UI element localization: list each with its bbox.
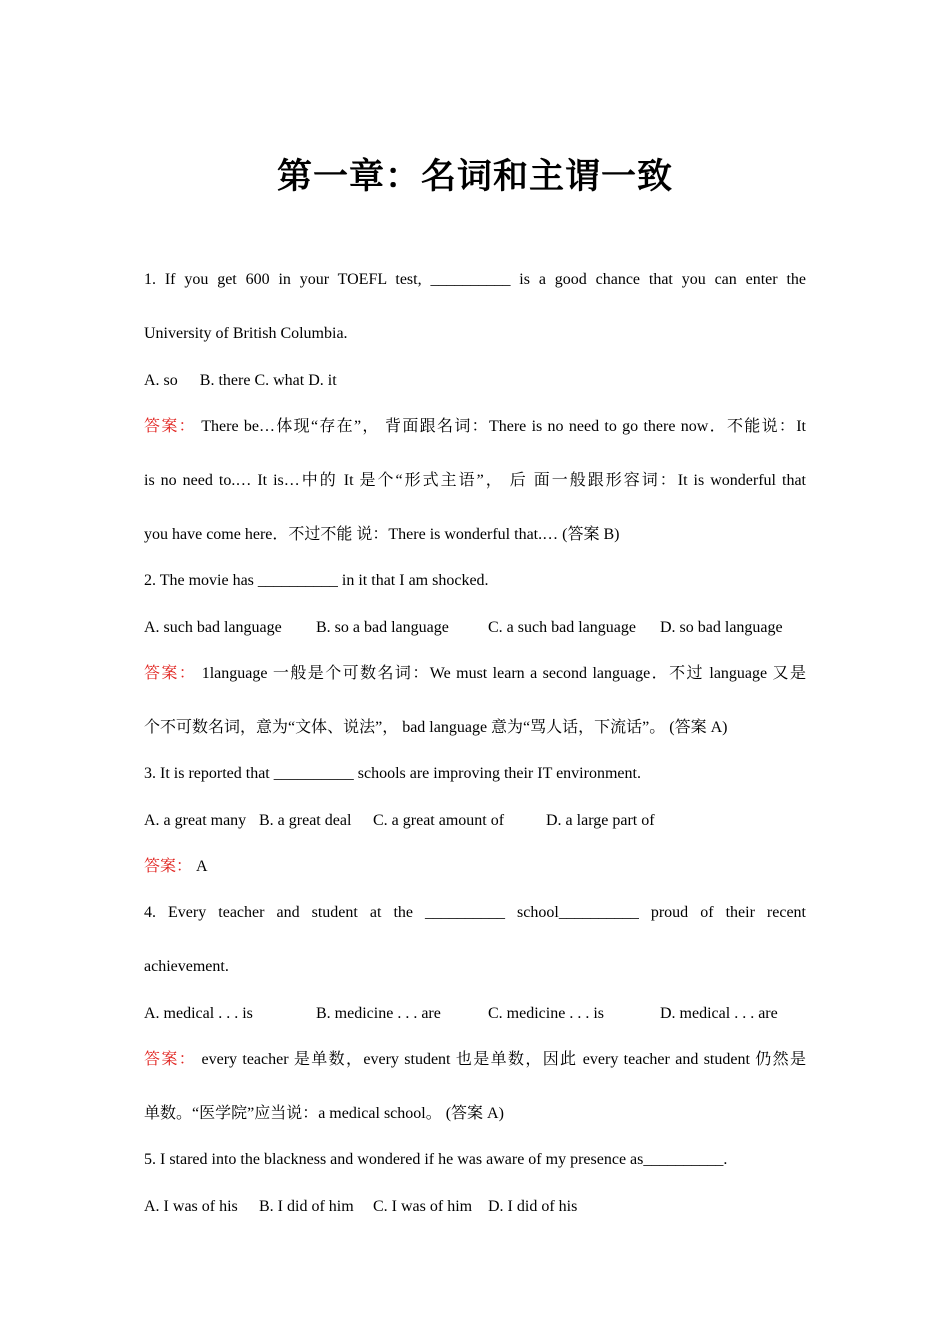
- question-4-option-a: A. medical . . . is: [144, 1005, 253, 1022]
- question-1-answer-text-1: There be…体现“存在”， 背面跟名词：There is no need to go there now．不能说：It: [201, 418, 806, 435]
- question-2-option-c: C. a such bad language: [488, 619, 636, 636]
- question-1-text-line-1: 1. If you get 600 in your TOEFL test, __________ is a good chance that you can enter the: [144, 271, 806, 288]
- question-1-options: [144, 370, 806, 392]
- page-title: 第一章：名词和主谓一致: [276, 157, 673, 196]
- question-1-option-b: B. there: [199, 372, 251, 389]
- question-1-option-d: D. it: [308, 372, 337, 389]
- question-2-option-a: A. such bad language: [144, 619, 282, 636]
- question-2-option-b: B. so a bad language: [316, 619, 449, 636]
- question-3-text-line-1: 3. It is reported that __________ schools are improving their IT environment.: [144, 765, 641, 782]
- question-5-option-c: C. I was of him: [373, 1198, 473, 1215]
- question-4-answer-text-1: every teacher 是单数，every student 也是单数，因此 every teacher and student 仍然是: [201, 1051, 807, 1068]
- question-2-answer-line-1: [144, 663, 806, 685]
- question-3-answer-text-1: A: [196, 858, 208, 875]
- answer-label: 答案：: [144, 858, 193, 875]
- question-1-text-line-2: University of British Columbia.: [144, 325, 348, 342]
- question-1-option-a: A. so: [144, 372, 178, 389]
- question-5-option-b: B. I did of him: [259, 1198, 354, 1215]
- question-5-option-a: A. I was of his: [144, 1198, 238, 1215]
- question-5-option-d: D. I did of his: [488, 1198, 578, 1215]
- question-4-text-line-2: achievement.: [144, 958, 229, 975]
- question-4-text-line-1: 4. Every teacher and student at the __________ school__________ proud of their recent: [144, 904, 806, 921]
- question-1-option-c: C. what: [254, 372, 305, 389]
- answer-label: 答案：: [144, 1051, 197, 1068]
- question-4-option-c: C. medicine . . . is: [488, 1005, 604, 1022]
- question-3-answer-line-1: [144, 856, 806, 878]
- answer-label: 答案：: [144, 665, 197, 682]
- question-3-option-c: C. a great amount of: [373, 812, 505, 829]
- question-2-text-line-1: 2. The movie has __________ in it that I am shocked.: [144, 572, 489, 589]
- question-4-answer-line-2: 单数。“医学院”应当说：a medical school。 (答案 A): [144, 1105, 504, 1122]
- question-3-option-b: B. a great deal: [259, 812, 352, 829]
- question-2-option-d: D. so bad language: [660, 619, 783, 636]
- question-2-answer-line-2: 个不可数名词，意为“文体、说法”， bad language 意为“骂人话，下流话”。 (答案 A): [144, 719, 728, 736]
- question-5-text-line-1: 5. I stared into the blackness and wondered if he was aware of my presence as__________.: [144, 1151, 728, 1168]
- question-1-answer-line-1: [144, 416, 806, 438]
- question-4-option-b: B. medicine . . . are: [316, 1005, 441, 1022]
- question-3-option-a: A. a great many: [144, 812, 247, 829]
- question-4-option-d: D. medical . . . are: [660, 1005, 778, 1022]
- answer-label: 答案：: [144, 418, 196, 435]
- question-3-option-d: D. a large part of: [546, 812, 655, 829]
- question-1-answer-line-3: you have come here．不过不能 说：There is wonderful that.… (答案 B): [144, 526, 620, 543]
- question-4-answer-line-1: [144, 1049, 806, 1071]
- question-2-answer-text-1: 1language 一般是个可数名词：We must learn a second language．不过 language 又是: [201, 665, 806, 682]
- question-1-answer-line-2: is no need to.… It is…中的 It 是个“形式主语”， 后 面一般跟形容词：It is wonderful that: [144, 472, 806, 489]
